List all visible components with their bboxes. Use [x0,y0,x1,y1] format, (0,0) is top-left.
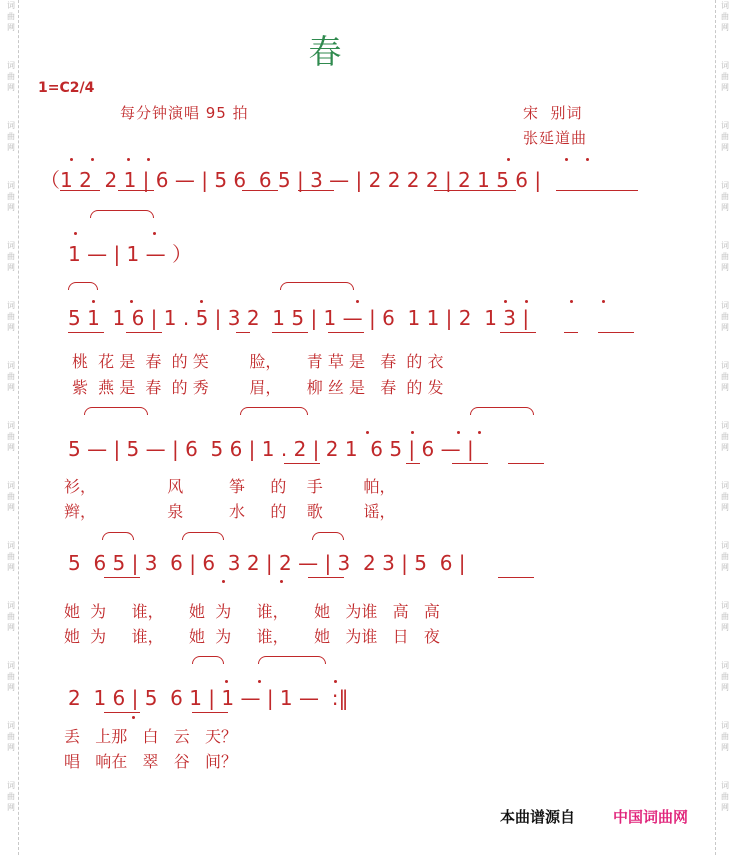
underline [236,332,250,333]
source-label: 本曲谱源自 [500,808,576,826]
underline [104,577,140,578]
underline [242,190,278,191]
watermark-glyph-column: 词 曲 网 [721,181,729,212]
lyric-line-4-verse-1: 衫， 风 筝 的 手 帕， [64,477,396,496]
lyric-line-6-verse-1: 丢 上那 白 云 天？ [64,727,238,746]
slur [68,282,98,290]
octave-dot [586,158,589,161]
octave-dot [504,300,507,303]
octave-dot [222,580,225,583]
octave-dot [200,300,203,303]
composer-credit: 张延道曲 [523,129,588,147]
underline [68,332,104,333]
octave-dot [153,232,156,235]
watermark-glyph-column: 词 曲 网 [7,781,15,812]
underline [406,463,420,464]
watermark-glyph-column: 词 曲 网 [7,481,15,512]
score-line-1: （1 2 2 1 | 6 — | 5 6 6 5 | 3 — | 2 2 2 2 | 2 1 5 6 | [40,168,542,192]
underline [104,712,140,713]
tempo-marking: 每分钟演唱 95 拍 [120,104,249,122]
lyricist-credit: 宋 别词 [523,104,583,122]
underline [500,332,536,333]
octave-dot [130,300,133,303]
octave-dot [565,158,568,161]
lyric-line-3-verse-1: 桃 花 是 春 的 笑 脸， 青 草 是 春 的 衣 [72,352,444,371]
slur [470,407,534,415]
octave-dot [457,431,460,434]
watermark-glyph-column: 词 曲 网 [721,301,729,332]
score-line-5: 5 6 5 | 3 6 | 6 3 2 | 2 — | 3 2 3 | 5 6 | [68,551,466,575]
octave-dot [356,300,359,303]
underline [118,190,154,191]
underline [60,190,100,191]
watermark-glyph-column: 词 曲 网 [721,1,729,32]
octave-dot [147,158,150,161]
octave-dot [478,431,481,434]
watermark-glyph-column: 词 曲 网 [7,601,15,632]
octave-dot [92,300,95,303]
octave-dot [132,716,135,719]
watermark-glyph-column: 词 曲 网 [7,721,15,752]
underline [564,332,578,333]
underline [452,463,488,464]
watermark-glyph-column: 词 曲 网 [721,241,729,272]
watermark-glyph-column: 词 曲 网 [7,61,15,92]
slur [102,532,134,540]
octave-dot [225,680,228,683]
underline [598,332,634,333]
slur [192,656,224,664]
watermark-glyph-column: 词 曲 网 [721,721,729,752]
lyric-line-4-verse-2: 辫， 泉 水 的 歌 谣， [64,502,396,521]
source-site-link[interactable]: 中国词曲网 [613,808,689,826]
underline [498,577,534,578]
watermark-glyph-column: 词 曲 网 [7,1,15,32]
watermark-glyph-column: 词 曲 网 [7,241,15,272]
watermark-glyph-column: 词 曲 网 [721,481,729,512]
underline [284,463,320,464]
octave-dot [366,431,369,434]
underline [272,332,308,333]
slur [240,407,308,415]
key-signature: 1=C2/4 [38,80,95,96]
octave-dot [127,158,130,161]
score-line-2: 1 — | 1 — ） [68,242,192,266]
lyric-line-5-verse-1: 她 为 谁， 她 为 谁， 她 为谁 高 高 [64,602,440,621]
slur [90,210,154,218]
underline [192,712,228,713]
watermark-glyph-column: 词 曲 网 [7,661,15,692]
watermark-glyph-column: 词 曲 网 [721,601,729,632]
watermark-glyph-column: 词 曲 网 [7,421,15,452]
watermark-glyph-column: 词 曲 网 [7,301,15,332]
underline [434,190,516,191]
score-line-4: 5 — | 5 — | 6 5 6 | 1 . 2 | 2 1 6 5 | 6 — | [68,437,474,461]
slur [258,656,326,664]
slur [84,407,148,415]
watermark-glyph-column: 词 曲 网 [721,121,729,152]
underline [308,577,344,578]
underline [298,190,334,191]
octave-dot [507,158,510,161]
watermark-glyph-column: 词 曲 网 [7,121,15,152]
octave-dot [411,431,414,434]
score-line-3: 5 1 1 6 | 1 . 5 | 3 2 1 5 | 1 — | 6 1 1 | 2 1 3 | [68,306,530,330]
watermark-glyph-column: 词 曲 网 [721,61,729,92]
octave-dot [91,158,94,161]
octave-dot [74,232,77,235]
octave-dot [70,158,73,161]
slur [182,532,224,540]
octave-dot [602,300,605,303]
watermark-glyph-column: 词 曲 网 [721,541,729,572]
watermark-glyph-column: 词 曲 网 [7,361,15,392]
octave-dot [280,580,283,583]
watermark-glyph-column: 词 曲 网 [7,181,15,212]
underline [126,332,162,333]
octave-dot [334,680,337,683]
underline [556,190,638,191]
slur [280,282,354,290]
underline [328,332,364,333]
watermark-glyph-column: 词 曲 网 [721,781,729,812]
song-title: 春 [308,32,342,71]
watermark-glyph-column: 词 曲 网 [7,541,15,572]
watermark-glyph-column: 词 曲 网 [721,421,729,452]
watermark-glyph-column: 词 曲 网 [721,361,729,392]
watermark-glyph-column: 词 曲 网 [721,661,729,692]
octave-dot [258,680,261,683]
slur [312,532,344,540]
underline [508,463,544,464]
octave-dot [525,300,528,303]
octave-dot [570,300,573,303]
score-line-6: 2 1 6 | 5 6 1 | 1 — | 1 — :‖ [68,686,349,710]
lyric-line-6-verse-2: 唱 响在 翠 谷 间？ [64,752,238,771]
lyric-line-3-verse-2: 紫 燕 是 春 的 秀 眉， 柳 丝 是 春 的 发 [72,378,444,397]
lyric-line-5-verse-2: 她 为 谁， 她 为 谁， 她 为谁 日 夜 [64,627,440,646]
